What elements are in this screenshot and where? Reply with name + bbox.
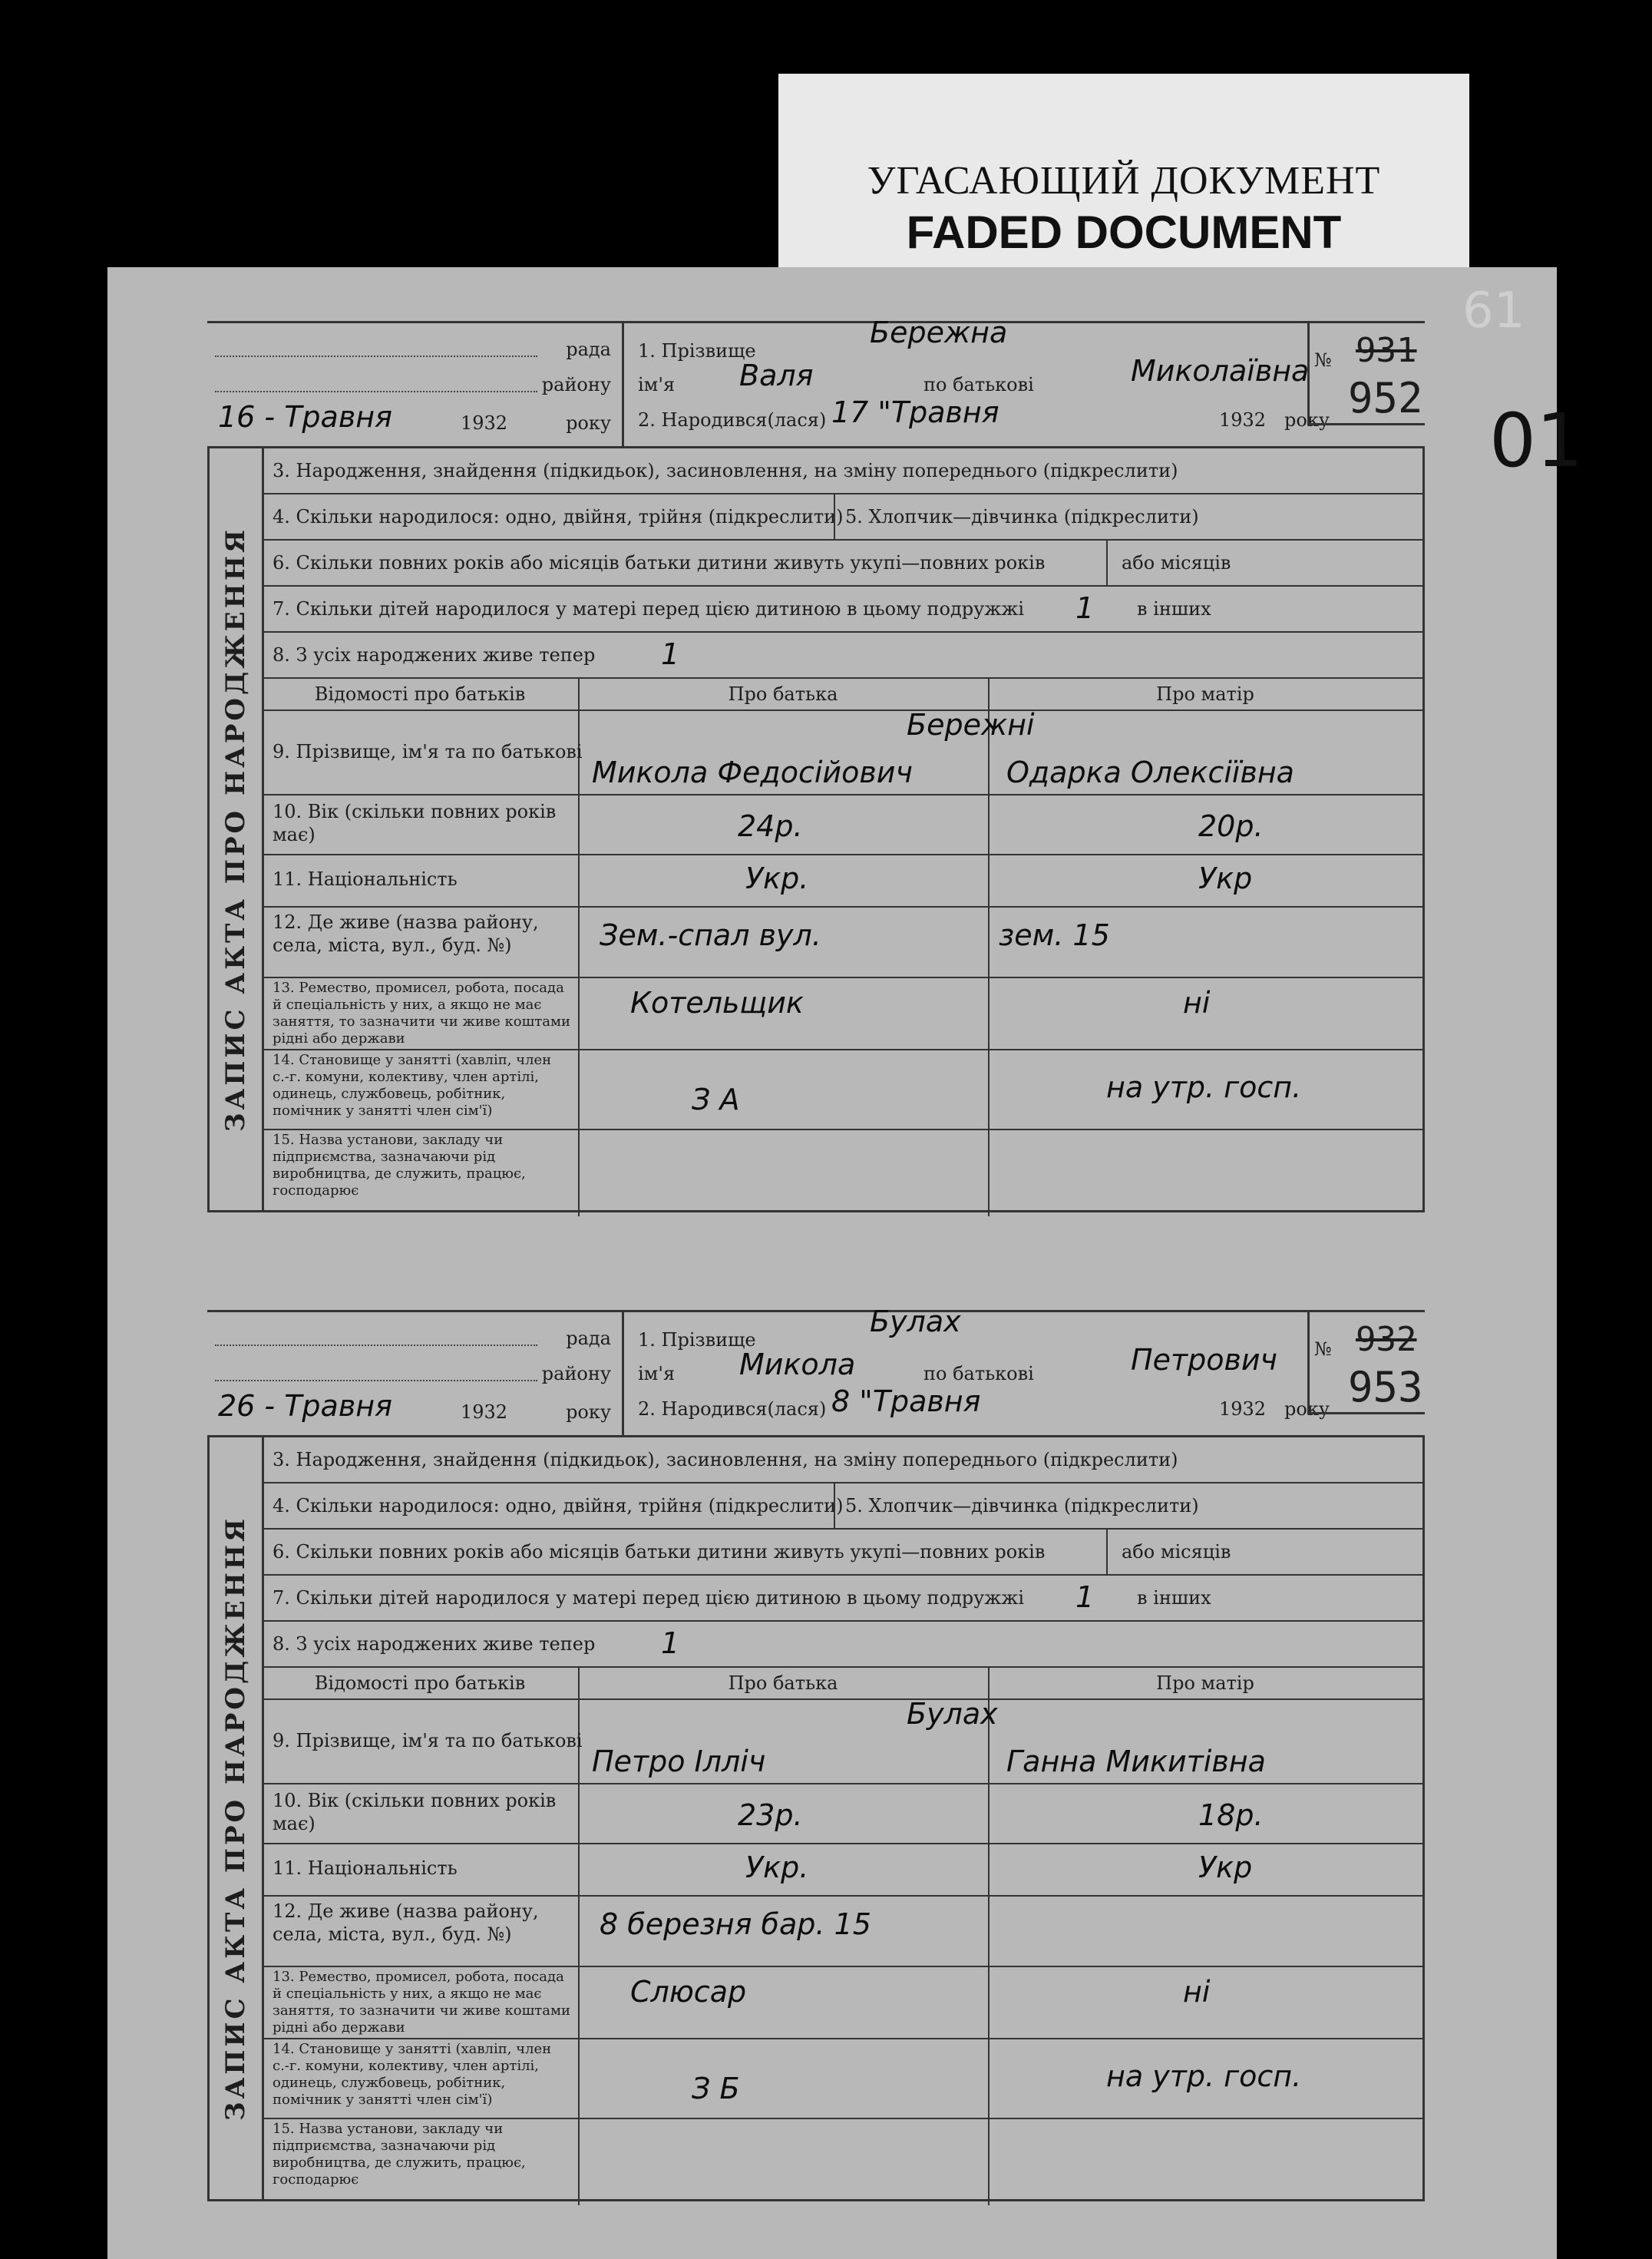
row-3 <box>262 1437 1422 1483</box>
number-sign: № <box>1314 349 1332 371</box>
child-name: Валя <box>739 359 814 392</box>
r14-label: 14. Становище у занятті (хавліп, член с.-г. комуни, колективу, член артілі, одинець, службовець, робітник, помічник у занятті член сім'ї) <box>273 1052 552 1119</box>
father-name: Петро Ілліч <box>592 1745 766 1778</box>
registration-year: 1932 <box>461 1401 508 1423</box>
child-patronymic: Петрович <box>1131 1343 1278 1377</box>
r13-label: 13. Ремество, промисел, робота, посада й спеціальність у них, а якщо не має заняття, то зазначити чи живе коштами рідні або держави <box>273 1969 570 2036</box>
father-status: З А <box>692 1083 740 1116</box>
mother-age: 18р. <box>1198 1798 1264 1832</box>
registration-year: 1932 <box>461 412 508 434</box>
record-number-old: 932 <box>1356 1320 1417 1359</box>
side-title-column <box>210 448 264 1210</box>
birth-year: 1932 <box>1219 1398 1267 1420</box>
rada-label: рада <box>566 1328 611 1349</box>
rayon-line <box>215 391 537 392</box>
row-5-label: 5. Хлопчик—дівчинка (підкреслити) <box>845 506 1199 528</box>
born-label: 2. Народився(лася) <box>638 1398 827 1420</box>
father-nationality: Укр. <box>745 1851 809 1884</box>
mother-occupation: ні <box>1183 986 1211 1020</box>
name-label: ім'я <box>638 1363 676 1384</box>
birth-date: 17 "Травня <box>831 395 999 429</box>
record-header <box>207 1305 1425 1437</box>
col-parents-head: Відомості про батьків <box>314 1672 526 1694</box>
mother-nationality: Укр <box>1198 862 1253 895</box>
row-8 <box>262 633 1422 679</box>
notice-title-en: FADED DOCUMENT <box>906 207 1342 258</box>
registration-block <box>207 323 624 446</box>
child-block <box>624 316 1425 446</box>
father-address: Зем.-спал вул. <box>600 918 821 952</box>
record-number: 952 <box>1348 374 1423 422</box>
birth-record-card-2 <box>207 1305 1425 2201</box>
mother-address: зем. 15 <box>999 918 1110 952</box>
col-father-head: Про батька <box>728 683 838 705</box>
father-age: 24р. <box>738 809 803 843</box>
parents-table <box>262 679 1422 1216</box>
registration-block <box>207 1312 624 1435</box>
side-title: ЗАПИС АКТА ПРО НАРОДЖЕННЯ <box>220 1516 251 2121</box>
col-father-head: Про батька <box>728 1672 838 1694</box>
registration-date: 16 - Травня <box>218 400 392 434</box>
father-address: 8 березня бар. 15 <box>600 1907 871 1941</box>
row-7-label: 7. Скільки дітей народилося у матері перед цією дитиною в цьому подружжі <box>273 598 1025 620</box>
row-7-value: 1 <box>1075 1580 1095 1614</box>
birth-year: 1932 <box>1219 409 1267 431</box>
r11-label: 11. Національність <box>273 868 458 890</box>
parents-surname: Булах <box>907 1697 998 1731</box>
r14-label: 14. Становище у занятті (хавліп, член с.-г. комуни, колективу, член артілі, одинець, службовець, робітник, помічник у занятті член сім'ї) <box>273 2041 552 2108</box>
r10-label: 10. Вік (скільки повних років має) <box>273 1790 557 1834</box>
row-3-label: 3. Народження, знайдення (підкидьок), засиновлення, на зміну попереднього (підкреслити) <box>273 460 1178 481</box>
record-body <box>207 448 1425 1212</box>
child-surname: Булах <box>870 1305 961 1338</box>
notice-title-ru: УГАСАЮЩИЙ ДОКУМЕНТ <box>867 159 1381 203</box>
record-number-old: 931 <box>1356 331 1417 370</box>
row-6-label: 6. Скільки повних років або місяців батьки дитини живуть укупі—повних років <box>273 1541 1046 1563</box>
row-4-label: 4. Скільки народилося: одно, двійня, трійня (підкреслити) <box>273 506 844 528</box>
mother-status: на утр. госп. <box>1106 1070 1302 1104</box>
record-number: 953 <box>1348 1363 1423 1411</box>
row-6 <box>262 1530 1422 1576</box>
row-7b-label: в інших <box>1137 598 1211 620</box>
row-8-value: 1 <box>661 637 680 671</box>
father-name: Микола Федосійович <box>592 756 913 789</box>
father-occupation: Котельщик <box>630 986 804 1020</box>
rayon-label: району <box>541 374 611 395</box>
row-3-label: 3. Народження, знайдення (підкидьок), засиновлення, на зміну попереднього (підкреслити) <box>273 1449 1178 1470</box>
record-rows <box>262 448 1422 1216</box>
patronymic-label: по батькові <box>923 1363 1034 1384</box>
r15-label: 15. Назва установи, закладу чи підприємства, зазначаючи рід виробництва, де служить, працює, господарює <box>273 2121 526 2188</box>
row-8-label: 8. З усіх народжених живе тепер <box>273 1633 596 1655</box>
child-block <box>624 1305 1425 1435</box>
roku-label: року <box>566 412 611 434</box>
mother-nationality: Укр <box>1198 1851 1253 1884</box>
row-6b-label: або місяців <box>1122 1541 1231 1563</box>
faded-document-notice <box>778 74 1469 281</box>
roku-label: року <box>566 1401 611 1423</box>
name-label: ім'я <box>638 374 676 395</box>
mother-occupation: ні <box>1183 1975 1211 2009</box>
row-8-label: 8. З усіх народжених живе тепер <box>273 644 596 666</box>
parents-surname: Бережні <box>907 708 1035 742</box>
birth-record-card-1 <box>207 316 1425 1212</box>
r11-label: 11. Національність <box>273 1857 458 1879</box>
r15-label: 15. Назва установи, закладу чи підприємства, зазначаючи рід виробництва, де служить, працює, господарює <box>273 1132 526 1199</box>
record-rows <box>262 1437 1422 2205</box>
r9-label: 9. Прізвище, ім'я та по батькові <box>273 1730 583 1751</box>
row-8 <box>262 1622 1422 1668</box>
rada-label: рада <box>566 339 611 360</box>
row-4-label: 4. Скільки народилося: одно, двійня, трійня (підкреслити) <box>273 1495 844 1516</box>
col-mother-head: Про матір <box>1156 1672 1254 1694</box>
child-patronymic: Миколаївна <box>1131 354 1310 388</box>
row-8-value: 1 <box>661 1626 680 1660</box>
side-title: ЗАПИС АКТА ПРО НАРОДЖЕННЯ <box>220 527 251 1132</box>
row-7-value: 1 <box>1075 591 1095 625</box>
rada-line <box>215 356 537 357</box>
r12-label: 12. Де живе (назва району, села, міста, вул., буд. №) <box>273 911 539 956</box>
rayon-label: району <box>541 1363 611 1384</box>
surname-label: 1. Прізвище <box>638 1329 756 1351</box>
mother-status: на утр. госп. <box>1106 2059 1302 2093</box>
child-name: Микола <box>739 1348 856 1381</box>
row-7 <box>262 1576 1422 1622</box>
rayon-line <box>215 1380 537 1381</box>
father-age: 23р. <box>738 1798 803 1832</box>
col-mother-head: Про матір <box>1156 683 1254 705</box>
mother-name: Одарка Олексіївна <box>1006 756 1294 789</box>
birth-roku-label: року <box>1284 1398 1330 1420</box>
record-body <box>207 1437 1425 2201</box>
r10-label: 10. Вік (скільки повних років має) <box>273 801 557 845</box>
row-7-label: 7. Скільки дітей народилося у матері перед цією дитиною в цьому подружжі <box>273 1587 1025 1609</box>
rada-line <box>215 1344 537 1346</box>
record-header <box>207 316 1425 448</box>
col-parents-head: Відомості про батьків <box>314 683 526 705</box>
patronymic-label: по батькові <box>923 374 1034 395</box>
surname-label: 1. Прізвище <box>638 340 756 362</box>
row-6b-label: або місяців <box>1122 552 1231 574</box>
row-6 <box>262 541 1422 587</box>
child-surname: Бережна <box>870 316 1008 349</box>
page-number-handwritten: 01 <box>1489 398 1584 484</box>
number-sign: № <box>1314 1338 1332 1360</box>
row-7 <box>262 587 1422 633</box>
r9-label: 9. Прізвище, ім'я та по батькові <box>273 741 583 762</box>
mother-name: Ганна Микитівна <box>1006 1745 1266 1778</box>
registration-date: 26 - Травня <box>218 1389 392 1423</box>
birth-roku-label: року <box>1284 409 1330 431</box>
row-4-5 <box>262 1483 1422 1530</box>
page-number-top: 61 <box>1462 283 1525 339</box>
r13-label: 13. Ремество, промисел, робота, посада й спеціальність у них, а якщо не має заняття, то зазначити чи живе коштами рідні або держави <box>273 980 570 1047</box>
r12-label: 12. Де живе (назва району, села, міста, вул., буд. №) <box>273 1900 539 1945</box>
record-number-box <box>1307 323 1425 425</box>
parents-table <box>262 1668 1422 2205</box>
record-number-box <box>1307 1312 1425 1414</box>
mother-age: 20р. <box>1198 809 1264 843</box>
row-5-label: 5. Хлопчик—дівчинка (підкреслити) <box>845 1495 1199 1516</box>
row-6-label: 6. Скільки повних років або місяців батьки дитини живуть укупі—повних років <box>273 552 1046 574</box>
side-title-column <box>210 1437 264 2199</box>
row-7b-label: в інших <box>1137 1587 1211 1609</box>
father-occupation: Слюсар <box>630 1975 747 2009</box>
row-4-5 <box>262 494 1422 541</box>
father-status: З Б <box>692 2072 740 2105</box>
birth-date: 8 "Травня <box>831 1384 981 1418</box>
row-3 <box>262 448 1422 494</box>
born-label: 2. Народився(лася) <box>638 409 827 431</box>
father-nationality: Укр. <box>745 862 809 895</box>
